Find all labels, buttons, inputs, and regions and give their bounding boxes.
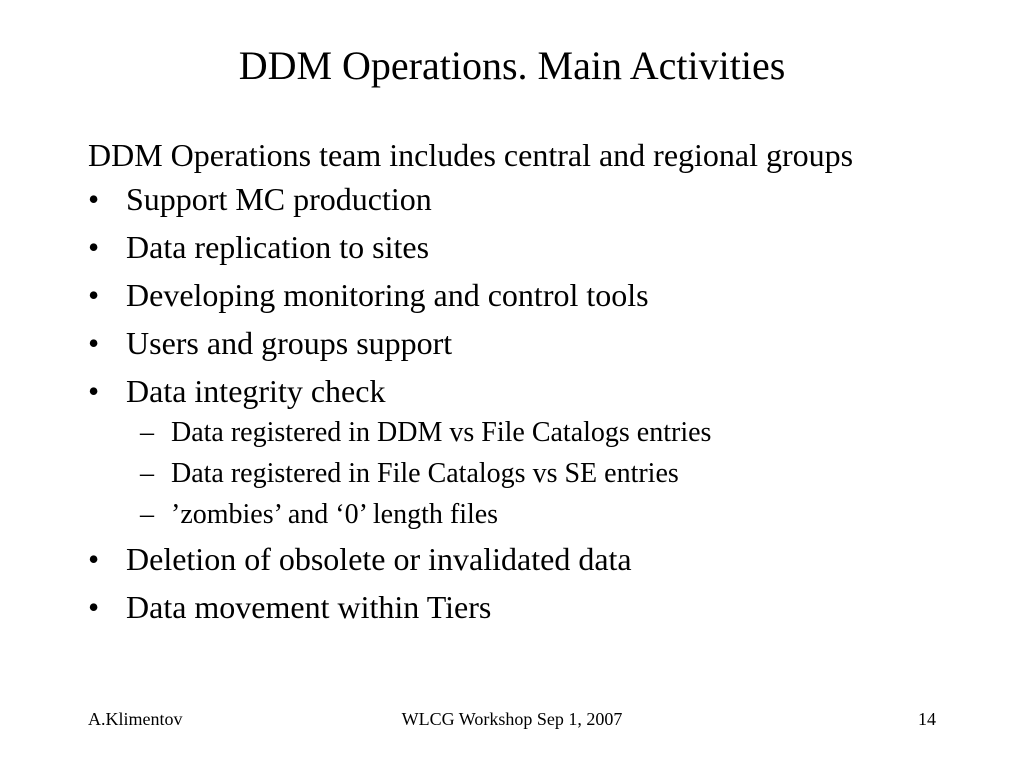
sub-bullet-item xyxy=(88,417,948,449)
sub-bullet-item xyxy=(88,458,948,490)
dash-marker: – xyxy=(140,499,154,530)
bullet-item xyxy=(88,588,948,626)
sub-bullet-text: Data registered in File Catalogs vs SE entries xyxy=(171,458,679,489)
sub-bullet-text: Data registered in DDM vs File Catalogs entries xyxy=(171,417,712,448)
bullet-text: Data integrity check xyxy=(126,373,386,409)
bullet-item xyxy=(88,372,948,410)
bullet-marker: • xyxy=(88,229,100,265)
bullet-marker: • xyxy=(88,541,100,577)
sub-bullet-list xyxy=(88,417,948,531)
bullet-text: Data replication to sites xyxy=(126,229,430,265)
bullet-item xyxy=(88,180,948,218)
bullet-text: Users and groups support xyxy=(126,325,453,361)
bullet-marker: • xyxy=(88,277,100,313)
bullet-item xyxy=(88,540,948,578)
slide-title: DDM Operations. Main Activities xyxy=(238,43,786,88)
bullet-text: Data movement within Tiers xyxy=(126,589,492,625)
intro-paragraph: DDM Operations team includes central and regional groups xyxy=(88,137,854,173)
footer-event: WLCG Workshop Sep 1, 2007 xyxy=(401,709,623,729)
dash-marker: – xyxy=(140,417,154,448)
bullet-marker: • xyxy=(88,589,100,625)
bullet-item xyxy=(88,324,948,362)
dash-marker: – xyxy=(140,458,154,489)
bullet-marker: • xyxy=(88,181,100,217)
bullet-item xyxy=(88,276,948,314)
footer-page-number: 14 xyxy=(918,709,936,729)
sub-bullet-text: ’zombies’ and ‘0’ length files xyxy=(171,499,499,530)
bullet-item xyxy=(88,228,948,266)
footer-author: A.Klimentov xyxy=(88,709,183,729)
bullet-marker: • xyxy=(88,373,100,409)
bullet-text: Developing monitoring and control tools xyxy=(126,277,649,313)
sub-bullet-item xyxy=(88,499,948,531)
bullet-text: Support MC production xyxy=(126,181,432,217)
bullet-marker: • xyxy=(88,325,100,361)
bullet-text: Deletion of obsolete or invalidated data xyxy=(126,541,632,577)
slide-body xyxy=(88,136,948,636)
